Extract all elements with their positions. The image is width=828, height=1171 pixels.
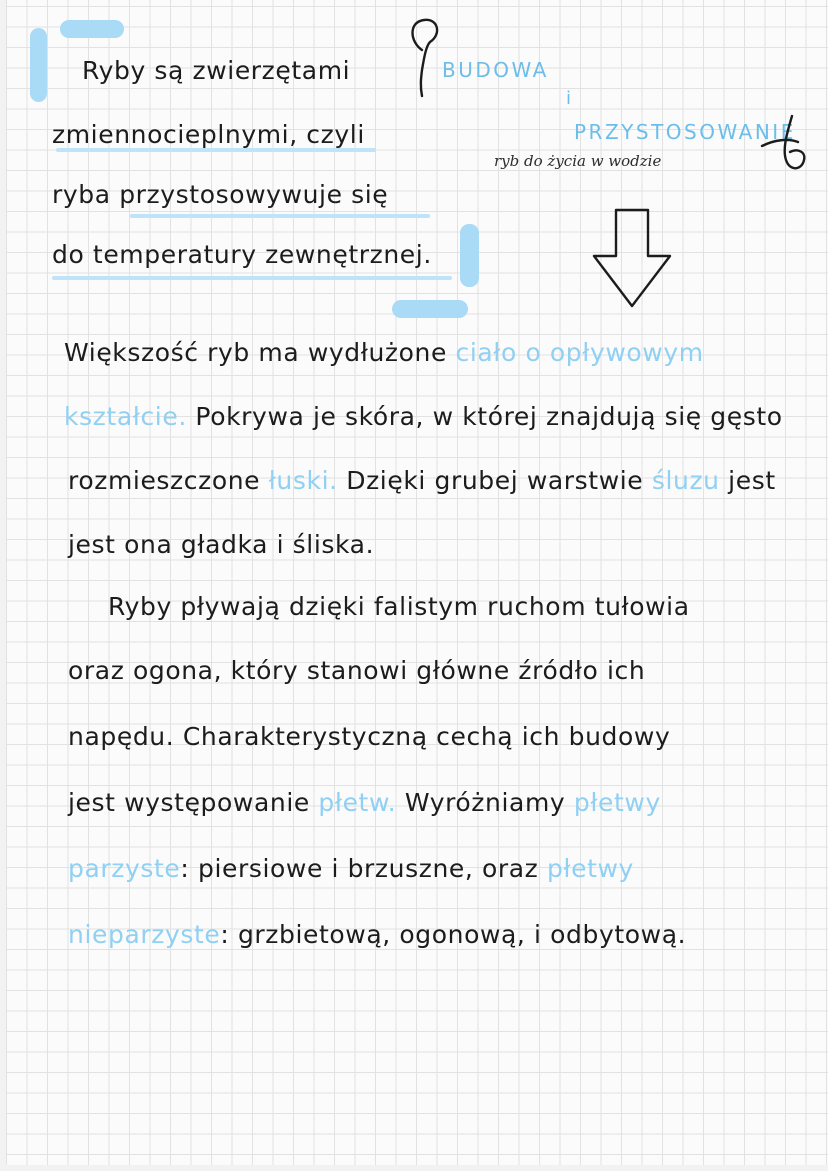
intro-line-4: do temperatury zewnętrznej. (52, 240, 432, 269)
bracket-connector (400, 10, 460, 100)
body-p2-line-5 (68, 854, 634, 883)
body-text: Pokrywa je skóra, w której znajdują się gęsto (195, 402, 783, 431)
intro-line-2: zmiennocieplnymi, czyli (52, 120, 365, 149)
highlight-term: płetwy (573, 788, 661, 817)
highlighter-mark-right (460, 224, 479, 287)
highlight-term: płetw. (318, 788, 397, 817)
topic-subtitle: ryb do życia w wodzie (494, 152, 662, 170)
body-p2-line-1: Ryby pływają dzięki falistym ruchom tułowia (108, 592, 690, 621)
body-p1-line-4: jest ona gładka i śliska. (68, 530, 375, 559)
body-p1-line-2 (64, 402, 783, 431)
intro-line-3: ryba przystosowywuje się (52, 180, 389, 209)
body-text: Wyróżniamy (404, 788, 566, 817)
scan-edge-bottom (0, 1165, 828, 1171)
highlight-term: łuski. (268, 466, 338, 495)
body-p2-line-4 (68, 788, 661, 817)
highlighter-mark-top (60, 20, 124, 38)
down-arrow-icon (588, 204, 678, 314)
topic-title-przystosowanie: PRZYSTOSOWANIE (574, 120, 796, 144)
body-p1-line-1 (64, 338, 704, 367)
body-p2-line-3: napędu. Charakterystyczną cechą ich budowy (68, 722, 671, 751)
highlighter-mark-bottom (392, 300, 468, 318)
highlight-term: nieparzyste (68, 920, 221, 949)
highlight-term: ciało o opływowym (455, 338, 704, 367)
underline-intro-4 (52, 276, 452, 280)
body-text: rozmieszczone (68, 466, 261, 495)
highlight-term: kształcie. (64, 402, 187, 431)
underline-intro-3 (130, 214, 430, 218)
body-text: jest występowanie (68, 788, 310, 817)
highlight-term: płetwy (546, 854, 634, 883)
body-p2-line-2: oraz ogona, który stanowi główne źródło ich (68, 656, 646, 685)
body-text: : piersiowe i brzuszne, oraz (180, 854, 539, 883)
highlight-term: śluzu (651, 466, 720, 495)
body-p2-line-6 (68, 920, 686, 949)
highlight-term: parzyste (68, 854, 181, 883)
intro-line-1: Ryby są zwierzętami (82, 56, 351, 85)
curl-connector (752, 112, 812, 182)
scan-edge-left (0, 0, 6, 1171)
body-p1-line-3 (68, 466, 776, 495)
highlighter-mark-top-left (30, 28, 47, 102)
body-text: Większość ryb ma wydłużone (64, 338, 447, 367)
body-text: Dzięki grubej warstwie (346, 466, 644, 495)
body-text: : grzbietową, ogonową, i odbytową. (220, 920, 687, 949)
topic-title-budowa: BUDOWA (442, 58, 549, 82)
body-text: jest (728, 466, 776, 495)
topic-connector: i (566, 88, 572, 109)
